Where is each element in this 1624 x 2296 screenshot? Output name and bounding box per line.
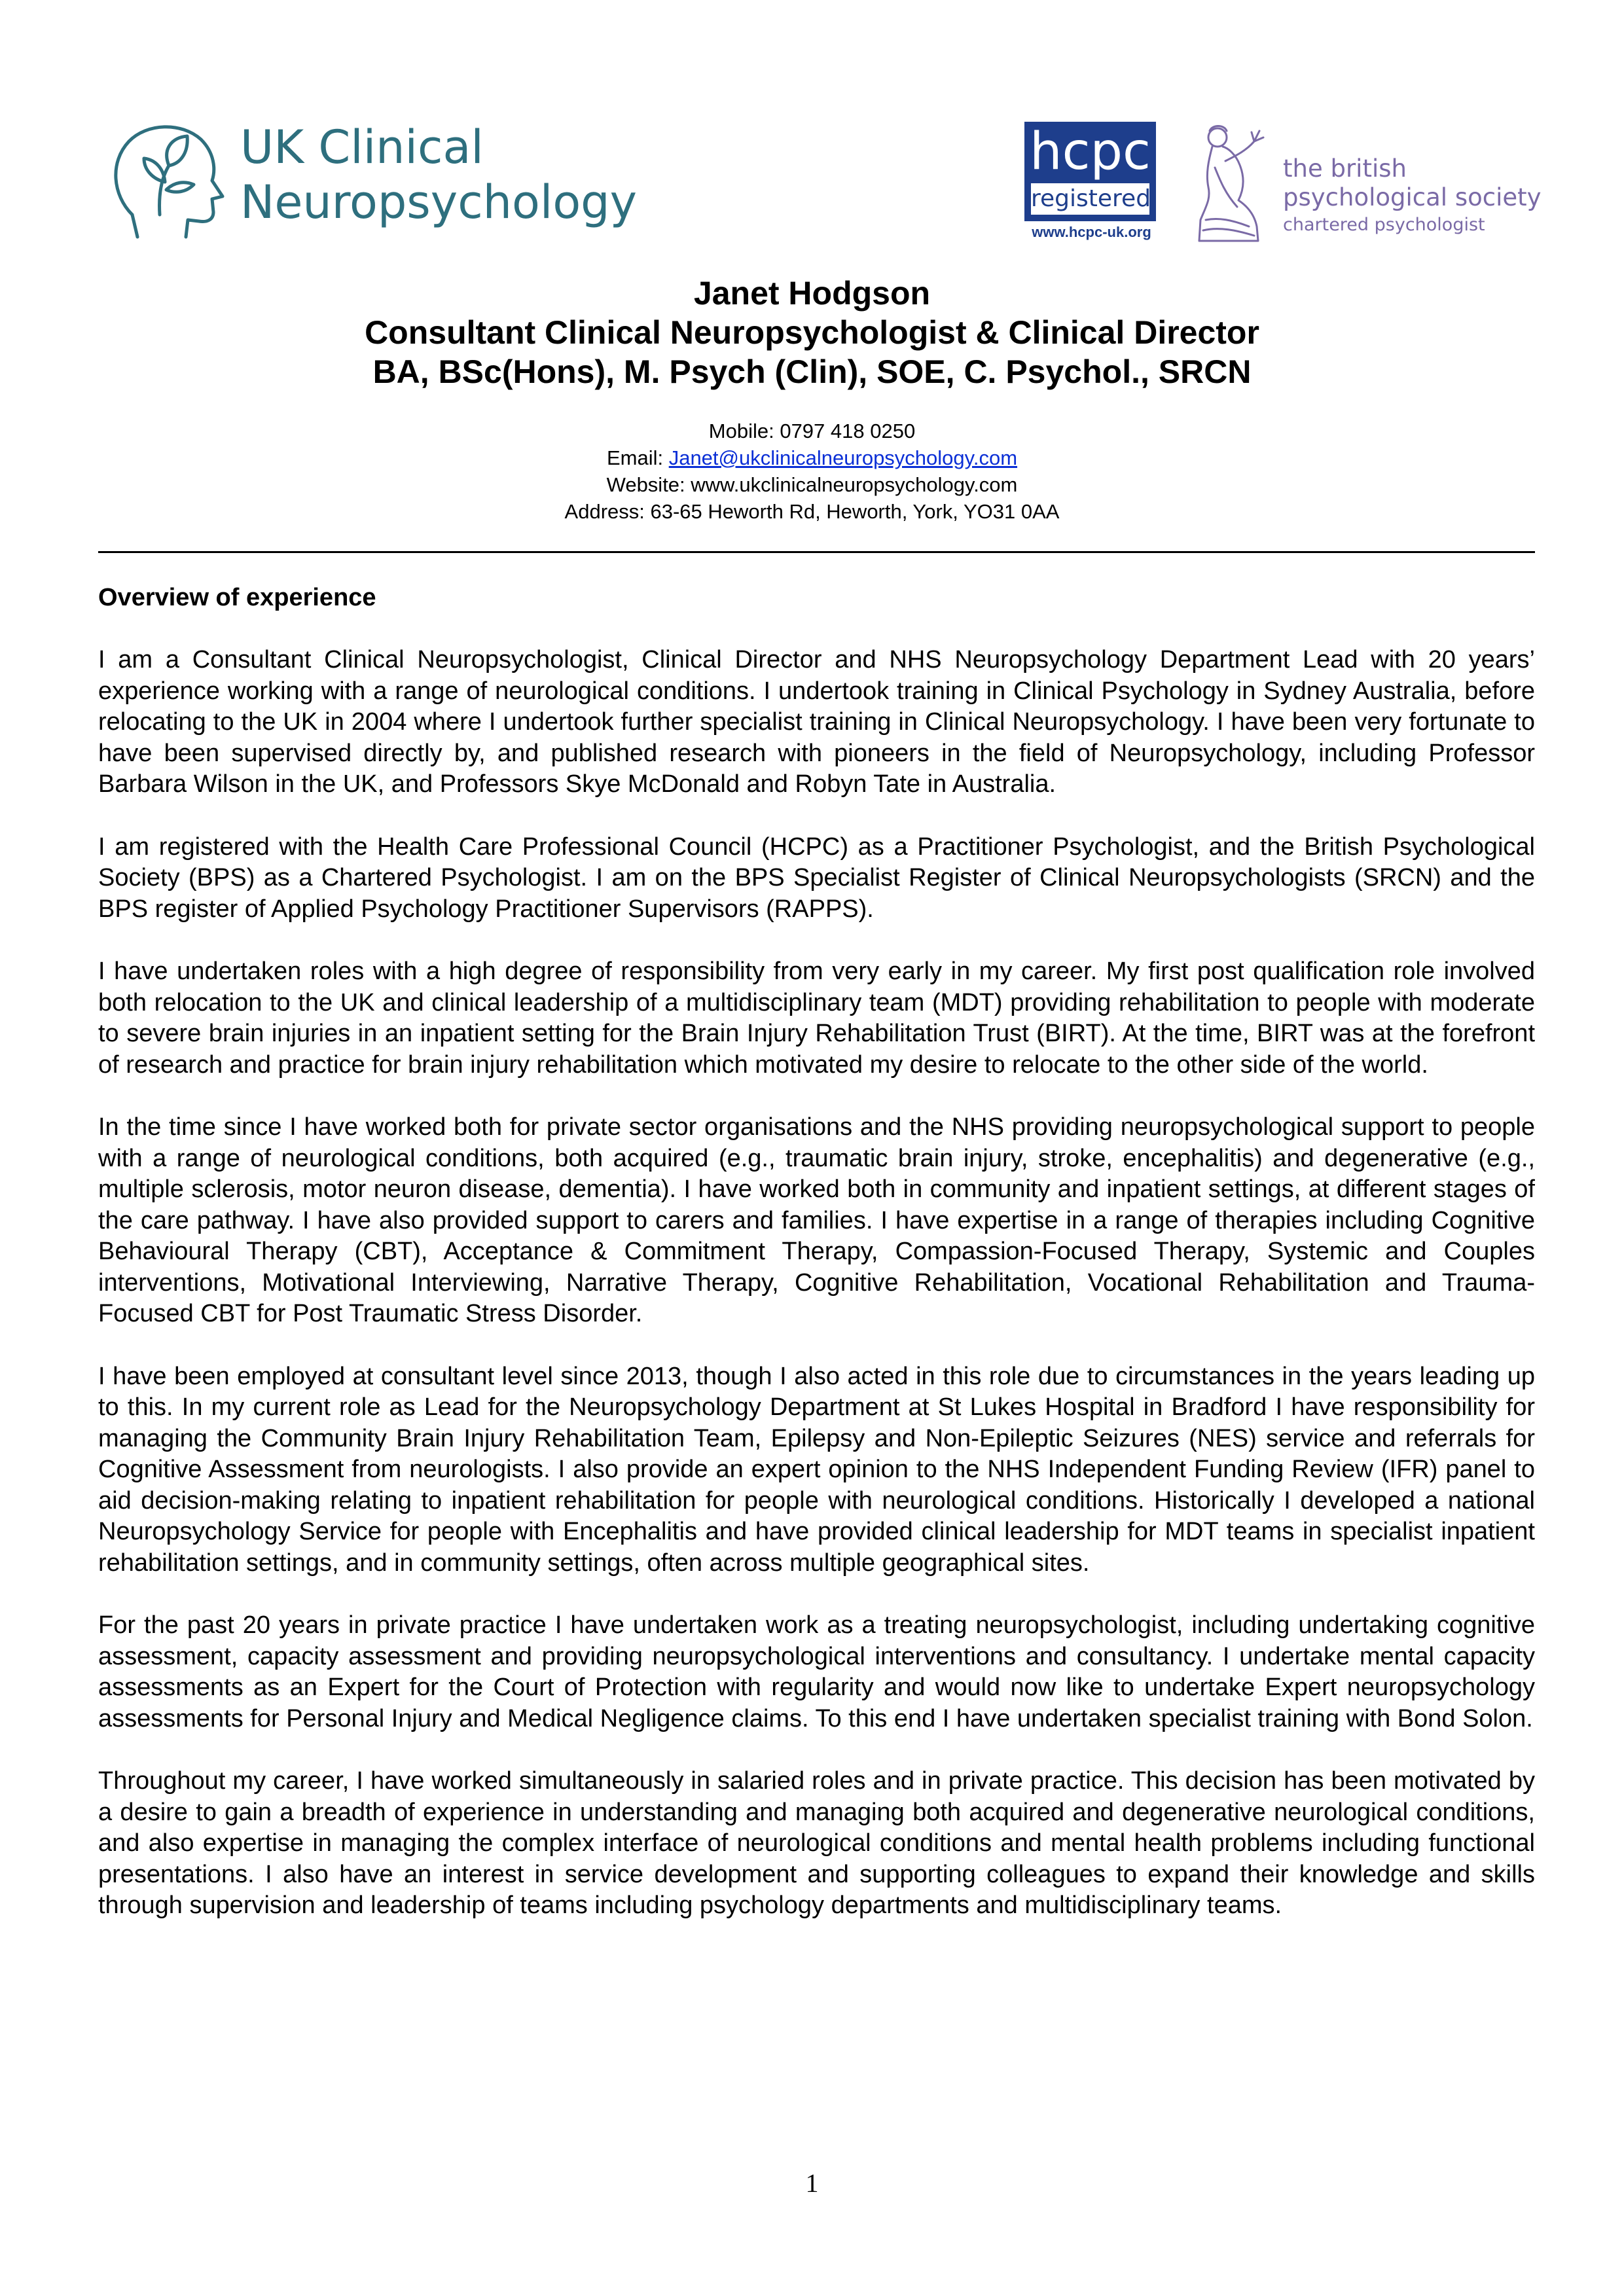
paragraph: I am registered with the Health Care Professional Council (HCPC) as a Practitioner Psychologist, and the British Psychological Society (BPS) as a Chartered Psychologist. I am on the BPS Specialist Register of Clinical Neuropsychologists (SRCN) and the BPS register of Applied Psychology Practitioner Supervisors (RAPPS). <box>98 833 1535 923</box>
section-heading: Overview of experience <box>98 584 376 611</box>
paragraph: I am a Consultant Clinical Neuropsychologist, Clinical Director and NHS Neuropsychology Department Lead with 20 years’ experience working with a range of neurological conditions. I undertook training in Clinical Psychology in Sydney Australia, before relocating to the UK in 2004 where I undertook further specialist training in Clinical Neuropsychology. I have been very fortunate to have been supervised directly by, and published research with pioneers in the field of Neuropsychology, including Professor Barbara Wilson in the UK, and Professors Skye McDonald and Robyn Tate in Australia. <box>98 646 1535 798</box>
overview-section <box>98 583 1535 1953</box>
paragraph: I have been employed at consultant level since 2013, though I also acted in this role due to circumstances in the years leading up to this. In my current role as Lead for the Neuropsychology Department at St Lukes Hospital in Bradford I have responsibility for managing the Community Brain Injury Rehabilitation Team, Epilepsy and Non-Epileptic Seizures (NES) service and referrals for Cognitive Assessment from neurologists. I also provide an expert opinion to the NHS Independent Funding Review (IFR) panel to aid decision-making relating to inpatient rehabilitation for people with neurological conditions. Historically I developed a national Neuropsychology Service for people with Encephalitis and have provided clinical leadership for MDT teams in specialist inpatient rehabilitation settings, and in community settings, often across multiple geographical sites. <box>98 1362 1535 1577</box>
paragraph: For the past 20 years in private practice I have undertaken work as a treating neuropsychologist, including undertaking cognitive assessment, capacity assessment and providing neuropsychological interventions and consultancy. I undertake mental capacity assessments as an Expert for the Court of Protection with regularity and would now like to undertake Expert neuropsychology assessments for Personal Injury and Medical Negligence claims. To this end I have undertaken specialist training with Bond Solon. <box>98 1611 1535 1732</box>
header-divider <box>98 551 1535 553</box>
uk-clinical-neuropsychology-logo <box>106 117 638 241</box>
mobile-label: Mobile: <box>708 420 780 442</box>
logo-line-2: Neuropsychology <box>240 175 638 229</box>
person-name: Janet Hodgson <box>693 275 931 312</box>
hcpc-registered-logo <box>1024 122 1159 246</box>
address-label: Address: <box>564 500 651 523</box>
address-text: 63-65 Heworth Rd, Heworth, York, YO31 0AA <box>650 500 1060 523</box>
cv-header <box>0 274 1624 525</box>
bps-line-3: chartered psychologist <box>1283 215 1485 235</box>
bps-line-2: psychological society <box>1283 183 1542 211</box>
contact-details <box>0 418 1624 525</box>
website-label: Website: <box>606 473 691 496</box>
paragraph: In the time since I have worked both for private sector organisations and the NHS providing neuropsychological support to people with a range of neurological conditions, both acquired (e.g., traumatic brain injury, stroke, encephalitis) and degenerative (e.g., multiple sclerosis, motor neuron disease, dementia). I have worked both in community and inpatient settings, at different stages of the care pathway. I have also provided support to carers and families. I have expertise in a range of therapies including Cognitive Behavioural Therapy (CBT), Acceptance & Commitment Therapy, Compassion-Focused Therapy, Systemic and Couples interventions, Motivational Interviewing, Narrative Therapy, Cognitive Rehabilitation, Vocational Rehabilitation and Trauma-Focused CBT for Post Traumatic Stress Disorder. <box>98 1113 1535 1327</box>
qualifications: BA, BSc(Hons), M. Psych (Clin), SOE, C. Psychol., SRCN <box>372 353 1252 390</box>
head-leaf-icon <box>106 117 237 241</box>
bps-chartered-logo <box>1186 122 1540 246</box>
logo-line-1: UK Clinical <box>240 120 484 174</box>
website-url: www.ukclinicalneuropsychology.com <box>691 473 1018 496</box>
paragraph: I have undertaken roles with a high degree of responsibility from very early in my career. My first post qualification role involved both relocation to the UK and clinical leadership of a multidisciplinary team (MDT) providing rehabilitation to people with moderate to severe brain injuries in an inpatient setting for the Brain Injury Rehabilitation Trust (BIRT). At the time, BIRT was at the forefront of research and practice for brain injury rehabilitation which motivated my desire to relocate to the other side of the world. <box>98 958 1535 1079</box>
email-label: Email: <box>606 446 669 469</box>
paragraph: Throughout my career, I have worked simultaneously in salaried roles and in private practice. This decision has been motivated by a desire to gain a breadth of experience in understanding and managing both acquired and degenerative neurological conditions, and also expertise in managing the complex interface of neurological conditions and mental health problems including functional presentations. I also have an interest in service development and supporting colleagues to expand their knowledge and skills through supervision and leadership of teams including psychology departments and multidisciplinary teams. <box>98 1767 1535 1919</box>
bps-figure-icon <box>1186 122 1278 246</box>
job-title: Consultant Clinical Neuropsychologist & Clinical Director <box>365 314 1259 351</box>
hcpc-registered-label: registered <box>1031 183 1149 215</box>
email-link[interactable]: Janet@ukclinicalneuropsychology.com <box>668 446 1018 469</box>
mobile-line <box>0 418 1624 444</box>
mobile-number: 0797 418 0250 <box>780 420 916 442</box>
hcpc-url: www.hcpc-uk.org <box>1032 224 1151 240</box>
page-number: 1 <box>805 2168 819 2198</box>
website-line <box>0 471 1624 498</box>
hcpc-wordmark: hcpc <box>1030 122 1151 181</box>
bps-line-1: the british <box>1283 154 1407 183</box>
address-line <box>0 498 1624 525</box>
email-line <box>0 444 1624 471</box>
